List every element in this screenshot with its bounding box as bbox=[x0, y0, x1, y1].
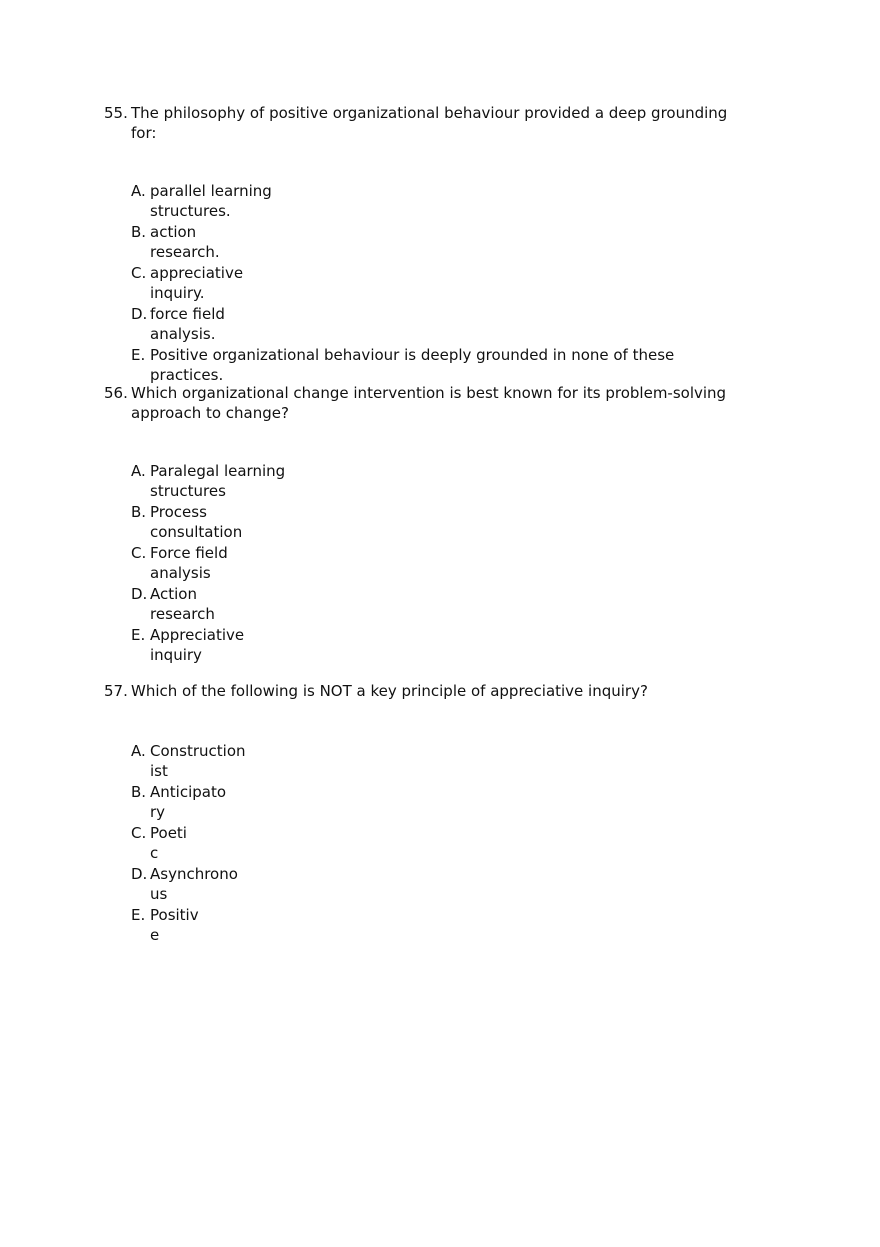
option-line: e bbox=[150, 926, 160, 944]
question-stem bbox=[104, 383, 744, 423]
option-letter: A. bbox=[131, 182, 146, 200]
option-line: structures bbox=[150, 482, 226, 500]
option-letter: C. bbox=[131, 824, 147, 842]
option-line: Force field bbox=[150, 544, 228, 562]
question-number: 55. bbox=[104, 104, 128, 122]
option-line: Anticipato bbox=[150, 783, 227, 801]
option-d bbox=[131, 584, 880, 624]
option-text bbox=[150, 782, 880, 822]
option-line: Process bbox=[150, 503, 207, 521]
option-a bbox=[131, 181, 880, 221]
option-line: ist bbox=[150, 762, 168, 780]
option-e bbox=[131, 345, 880, 385]
option-letter: C. bbox=[131, 264, 147, 282]
question-56 bbox=[0, 383, 880, 680]
option-e bbox=[131, 625, 880, 665]
option-line: Positiv bbox=[150, 906, 199, 924]
option-line: c bbox=[150, 844, 159, 862]
option-text bbox=[150, 864, 880, 904]
answer-options bbox=[131, 181, 880, 385]
option-a bbox=[131, 461, 880, 501]
option-line: force field bbox=[150, 305, 225, 323]
option-text bbox=[150, 304, 880, 344]
option-line: Poeti bbox=[150, 824, 187, 842]
option-line: research. bbox=[150, 243, 220, 261]
question-text: Which organizational change intervention is best known for its problem-solving approach to change? bbox=[131, 384, 727, 422]
question-stem bbox=[104, 681, 744, 701]
option-letter: E. bbox=[131, 626, 146, 644]
question-text: The philosophy of positive organizational behaviour provided a deep grounding for: bbox=[131, 104, 728, 142]
option-line: Action bbox=[150, 585, 197, 603]
option-line: action bbox=[150, 223, 197, 241]
option-text bbox=[150, 905, 880, 945]
option-line: analysis. bbox=[150, 325, 216, 343]
option-c bbox=[131, 263, 880, 303]
option-b bbox=[131, 782, 880, 822]
option-text bbox=[150, 741, 880, 781]
option-letter: D. bbox=[131, 865, 148, 883]
option-line: research bbox=[150, 605, 215, 623]
option-b bbox=[131, 222, 880, 262]
option-c bbox=[131, 543, 880, 583]
option-letter: E. bbox=[131, 906, 146, 924]
option-text bbox=[150, 345, 880, 385]
option-text bbox=[150, 461, 880, 501]
question-55 bbox=[0, 103, 880, 400]
question-number: 56. bbox=[104, 384, 128, 402]
option-line: inquiry bbox=[150, 646, 202, 664]
option-e bbox=[131, 905, 880, 945]
option-c bbox=[131, 823, 880, 863]
option-line: inquiry. bbox=[150, 284, 205, 302]
answer-options bbox=[131, 741, 880, 945]
option-text bbox=[150, 263, 880, 303]
option-line: ry bbox=[150, 803, 166, 821]
option-line: appreciative bbox=[150, 264, 244, 282]
option-text bbox=[150, 823, 880, 863]
option-line: Appreciative bbox=[150, 626, 245, 644]
question-number: 57. bbox=[104, 682, 128, 700]
option-line: structures. bbox=[150, 202, 231, 220]
option-text bbox=[150, 181, 880, 221]
question-57 bbox=[0, 681, 880, 960]
option-letter: B. bbox=[131, 503, 147, 521]
question-stem bbox=[104, 103, 744, 143]
option-text bbox=[150, 502, 880, 542]
option-line: Positive organizational behaviour is deeply grounded in none of these bbox=[150, 346, 675, 364]
option-letter: D. bbox=[131, 585, 148, 603]
option-line: us bbox=[150, 885, 168, 903]
option-text bbox=[150, 625, 880, 665]
option-letter: B. bbox=[131, 783, 147, 801]
option-d bbox=[131, 304, 880, 344]
option-line: Asynchrono bbox=[150, 865, 238, 883]
option-line: Paralegal learning bbox=[150, 462, 286, 480]
option-line: parallel learning bbox=[150, 182, 272, 200]
option-text bbox=[150, 584, 880, 624]
option-line: analysis bbox=[150, 564, 211, 582]
option-text bbox=[150, 222, 880, 262]
option-a bbox=[131, 741, 880, 781]
option-d bbox=[131, 864, 880, 904]
option-letter: E. bbox=[131, 346, 146, 364]
option-letter: A. bbox=[131, 742, 146, 760]
option-line: consultation bbox=[150, 523, 243, 541]
answer-options bbox=[131, 461, 880, 665]
option-line: Construction bbox=[150, 742, 246, 760]
option-text bbox=[150, 543, 880, 583]
option-line: practices. bbox=[150, 366, 224, 384]
option-letter: C. bbox=[131, 544, 147, 562]
question-text: Which of the following is NOT a key principle of appreciative inquiry? bbox=[131, 682, 648, 700]
option-letter: A. bbox=[131, 462, 146, 480]
option-b bbox=[131, 502, 880, 542]
option-letter: D. bbox=[131, 305, 148, 323]
option-letter: B. bbox=[131, 223, 147, 241]
